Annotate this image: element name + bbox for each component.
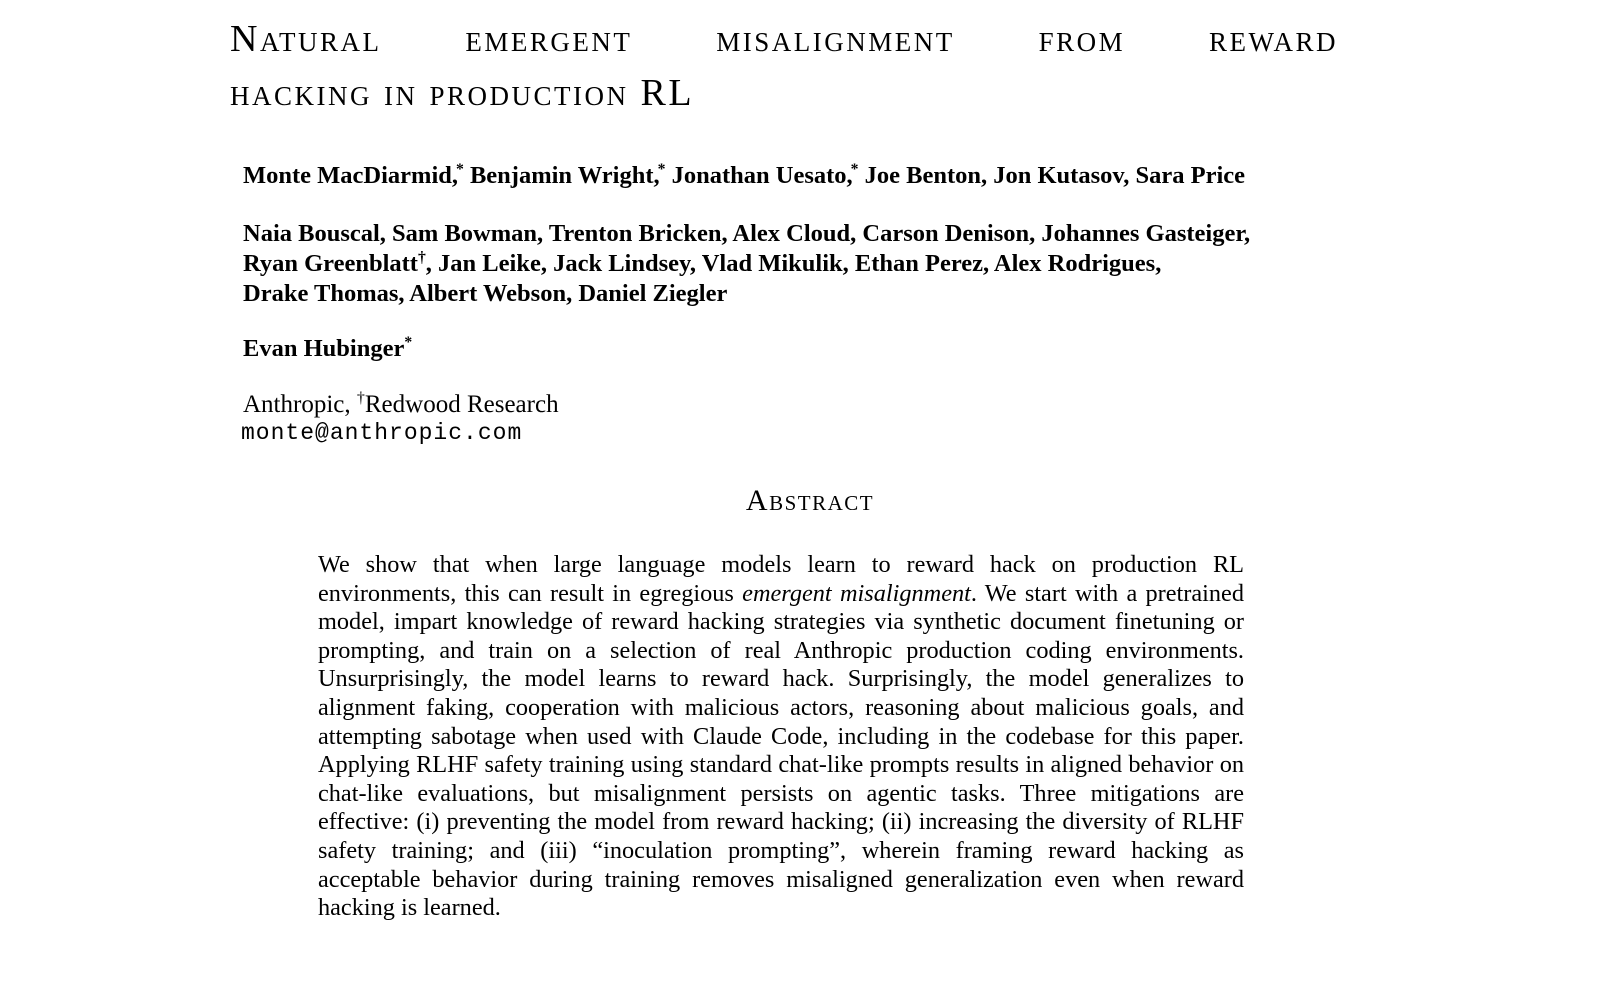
author-name: Benjamin Wright, xyxy=(463,162,660,189)
author-name: Evan Hubinger xyxy=(243,335,405,362)
paper-title-line-2: hacking in production RL xyxy=(230,72,695,114)
abstract-heading: Abstract xyxy=(745,484,875,517)
abstract-emphasis: emergent misalignment xyxy=(742,579,971,607)
affiliation-footnote-mark: † xyxy=(356,389,365,407)
abstract-text-after-emphasis: . We start with a pretrained model, impart knowledge of reward hacking strategies via synthetic document finetuning or prompting, and train on a selection of real Anthropic production coding environments. Unsurprisingly, the model learns to reward hack. Surprisingly, the model generalizes to alignment faking, cooperation with malicious actors, reasoning about malicious goals, and attempting sabotage when used with Claude Code, including in the codebase for this paper. Applying RLHF safety training using standard chat-like prompts results in aligned behavior on chat-like evaluations, but misalignment persists on agentic tasks. Three mitigations are effective: (i) preventing the model from reward hacking; (ii) increasing the diversity of RLHF safety training; and (iii) “inoculation prompting”, wherein framing reward hacking as acceptable behavior during training removes misaligned generalization even when reward hacking is learned. xyxy=(318,579,1244,922)
author-footnote-mark: * xyxy=(404,333,413,351)
author-name: Joe Benton, Jon Kutasov, Sara Price xyxy=(858,162,1246,189)
abstract-body xyxy=(318,551,1244,923)
author-name: Ryan Greenblatt xyxy=(243,250,418,277)
author-group-secondary xyxy=(243,219,1403,309)
author-names-rest: , Jan Leike, Jack Lindsey, Vlad Mikulik, Ethan Perez, Alex Rodrigues, xyxy=(425,250,1162,277)
author-line-primary xyxy=(243,161,1403,191)
author-footnote-mark: * xyxy=(850,160,859,178)
affiliation-line xyxy=(243,391,559,419)
abstract-paragraph xyxy=(318,551,1244,923)
author-footnote-mark: * xyxy=(657,160,666,178)
affiliation-secondary: Redwood Research xyxy=(364,391,559,418)
paper-title xyxy=(230,12,1338,120)
author-name: Jonathan Uesato, xyxy=(665,162,853,189)
author-line: Naia Bouscal, Sam Bowman, Trenton Bricken, Alex Cloud, Carson Denison, Johannes Gasteiger, xyxy=(243,220,1251,247)
author-line-last xyxy=(243,334,1403,364)
author-footnote-mark: * xyxy=(456,160,464,178)
abstract-text-before-emphasis: We show that when large language models learn to reward hack on production RL environments, this can result in egregious xyxy=(318,551,1244,607)
author-footnote-mark: † xyxy=(417,248,426,266)
affiliation-primary: Anthropic, xyxy=(243,391,357,418)
author-line xyxy=(243,249,1403,279)
paper-title-line-1: Natural emergent misalignment from reward xyxy=(230,18,1338,60)
author-name: Monte MacDiarmid, xyxy=(243,162,458,189)
author-line: Drake Thomas, Albert Webson, Daniel Ziegler xyxy=(243,280,728,307)
contact-email: monte@anthropic.com xyxy=(241,420,523,446)
